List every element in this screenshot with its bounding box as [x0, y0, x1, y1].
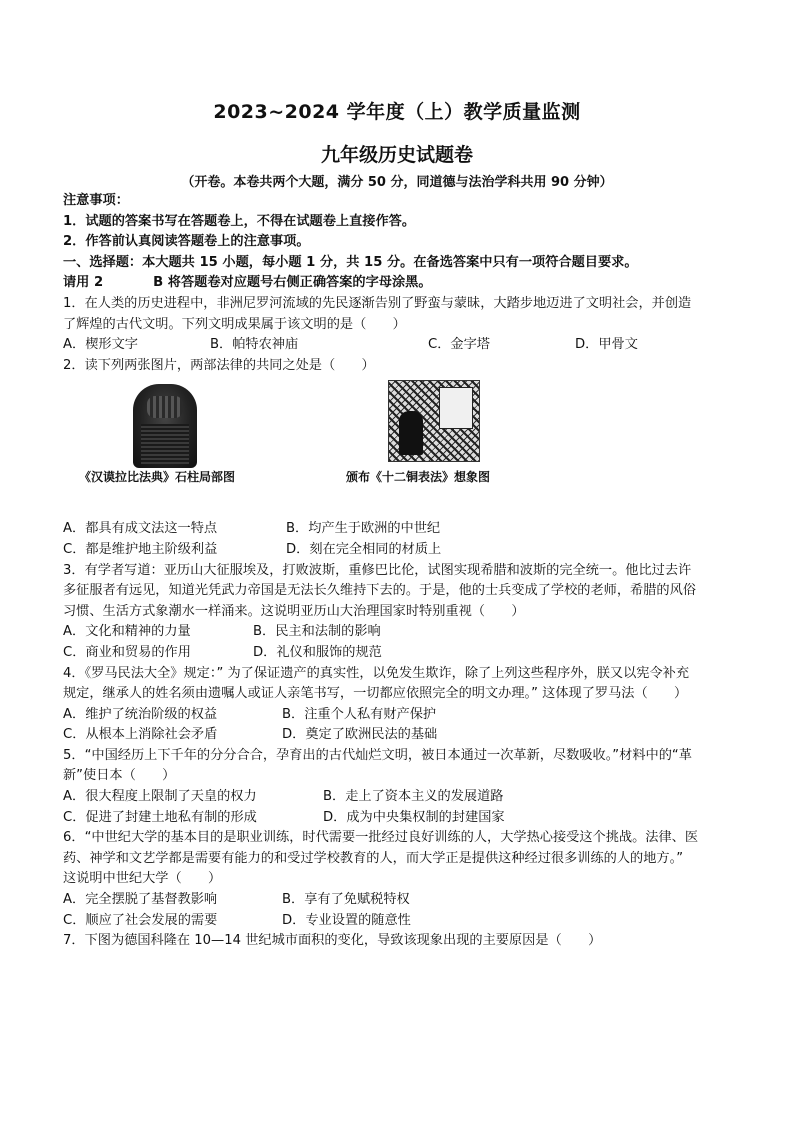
q5-options-row-1 [63, 787, 735, 808]
q6-option-c[interactable]: C．顺应了社会发展的需要 [63, 912, 218, 928]
q5-options-row-2 [63, 808, 735, 829]
q3-option-d[interactable]: D．礼仪和服饰的规范 [253, 644, 382, 660]
q2-stem: 2．读下列两张图片，两部法律的共同之处是（ ） [63, 357, 375, 373]
q1-stem-1: 1．在人类的历史进程中，非洲尼罗河流域的先民逐渐告别了野蛮与蒙昧，大踏步地迈进了文明社会，并创造 [63, 295, 692, 311]
q4-stem-2: 规定，继承人的姓名须由遗嘱人或证人亲笔书写，一切都应依照完全的明文办理。” 这体现了罗马法（ ） [63, 686, 688, 702]
q1-stem-2: 了辉煌的古代文明。下列文明成果属于该文明的是（ ） [63, 316, 406, 332]
q5-stem-2: 新”使日本（ ） [63, 768, 176, 784]
q5-option-d[interactable]: D．成为中央集权制的封建国家 [323, 809, 505, 825]
q3-stem-1: 3．有学者写道：亚历山大征服埃及，打败波斯，重修巴比伦，试图实现希腊和波斯的完全统一。他比过去许 [63, 562, 692, 578]
q2-caption-2: 颁布《十二铜表法》想象图 [346, 470, 491, 485]
q4-stem-1: 4．《罗马民法大全》规定：” 为了保证遗产的真实性，以免发生欺诈，除了上列这些程序外，朕又以宪令补充 [63, 665, 690, 681]
q6-options-row-2 [63, 911, 735, 932]
notice-item-1: 1．试题的答案书写在答题卷上，不得在试题卷上直接作答。 [63, 213, 416, 229]
twelve-tables-image [388, 380, 480, 462]
q1-option-c[interactable]: C．金字塔 [428, 337, 490, 353]
q5-option-b[interactable]: B．走上了资本主义的发展道路 [323, 789, 504, 805]
q5-stem-1: 5．“中国经历上下千年的分分合合，孕育出的古代灿烂文明，被日本通过一次革新，尽数吸收。”材料中的“革 [63, 747, 692, 763]
q6-option-b[interactable]: B．享有了免赋税特权 [282, 892, 410, 908]
exam-note: （开卷。本卷共两个大题，满分 50 分，同道德与法治学科共用 90 分钟） [181, 175, 613, 190]
q2-option-c[interactable]: C．都是维护地主阶级利益 [63, 541, 218, 557]
q2-images [63, 376, 735, 519]
section1-instruction-2 [63, 273, 735, 294]
q6-options-row-1 [63, 890, 735, 911]
q4-options-row-2 [63, 725, 735, 746]
q6-option-a[interactable]: A．完全摆脱了基督教影响 [63, 892, 218, 908]
q3-stem-3: 习惯、生活方式象潮水一样涌来。这说明亚历山大治理国家时特别重视（ ） [63, 603, 525, 619]
q1-option-a[interactable]: A．楔形文字 [63, 337, 138, 353]
q2-caption-1: 《汉谟拉比法典》石柱局部图 [79, 470, 236, 485]
section1-instruction-2b: B 将答题卷对应题号右侧正确答案的字母涂黑。 [153, 275, 432, 291]
q6-option-d[interactable]: D．专业设置的随意性 [282, 912, 411, 928]
hammurabi-stele-image [133, 384, 197, 468]
q4-option-c[interactable]: C．从根本上消除社会矛盾 [63, 727, 218, 743]
q3-stem-2: 多征服者有远见，知道光凭武力帝国是无法长久维持下去的。于是，他的士兵变成了学校的老师，希腊的风俗 [63, 583, 696, 599]
q2-option-b[interactable]: B．均产生于欧洲的中世纪 [286, 521, 441, 537]
section1-instruction-2a: 请用 2 [63, 275, 104, 291]
q3-options-row-1 [63, 622, 735, 643]
q3-option-b[interactable]: B．民主和法制的影响 [253, 624, 381, 640]
q6-stem-1: 6．“中世纪大学的基本目的是职业训练，时代需要一批经过良好训练的人，大学热心接受这个挑战。法律、医 [63, 830, 699, 846]
q2-option-a[interactable]: A．都具有成文法这一特点 [63, 521, 218, 537]
q1-options [63, 335, 735, 356]
q5-option-c[interactable]: C．促进了封建土地私有制的形成 [63, 809, 257, 825]
q3-options-row-2 [63, 643, 735, 664]
q4-option-b[interactable]: B．注重个人私有财产保护 [282, 706, 437, 722]
q1-option-d[interactable]: D．甲骨文 [575, 337, 638, 353]
q2-option-d[interactable]: D．刻在完全相同的材质上 [286, 541, 442, 557]
notice-heading: 注意事项： [63, 193, 129, 208]
q6-stem-2: 药、神学和文艺学都是需要有能力的和受过学校教育的人，而大学正是提供这种经过很多训练的人的地方。” [63, 850, 684, 866]
q7-stem: 7．下图为德国科隆在 10—14 世纪城市面积的变化，导致该现象出现的主要原因是（ ） [63, 933, 602, 949]
q1-option-b[interactable]: B．帕特农神庙 [210, 337, 299, 353]
exam-body [63, 191, 735, 952]
q2-options-row-1 [63, 519, 735, 540]
exam-title: 2023~2024 学年度（上）教学质量监测 [213, 101, 581, 123]
q3-option-c[interactable]: C．商业和贸易的作用 [63, 644, 191, 660]
exam-subtitle: 九年级历史试题卷 [320, 144, 473, 166]
notice-item-2: 2．作答前认真阅读答题卷上的注意事项。 [63, 234, 310, 250]
q4-option-d[interactable]: D．奠定了欧洲民法的基础 [282, 727, 438, 743]
q2-options-row-2 [63, 540, 735, 561]
q4-option-a[interactable]: A．维护了统治阶级的权益 [63, 706, 218, 722]
q6-stem-3: 这说明中世纪大学（ ） [63, 871, 222, 887]
q3-option-a[interactable]: A．文化和精神的力量 [63, 624, 191, 640]
section1-instruction: 一、选择题：本大题共 15 小题，每小题 1 分，共 15 分。在备选答案中只有一项符合题目要求。 [63, 254, 638, 270]
q4-options-row-1 [63, 705, 735, 726]
q5-option-a[interactable]: A．很大程度上限制了天皇的权力 [63, 789, 257, 805]
